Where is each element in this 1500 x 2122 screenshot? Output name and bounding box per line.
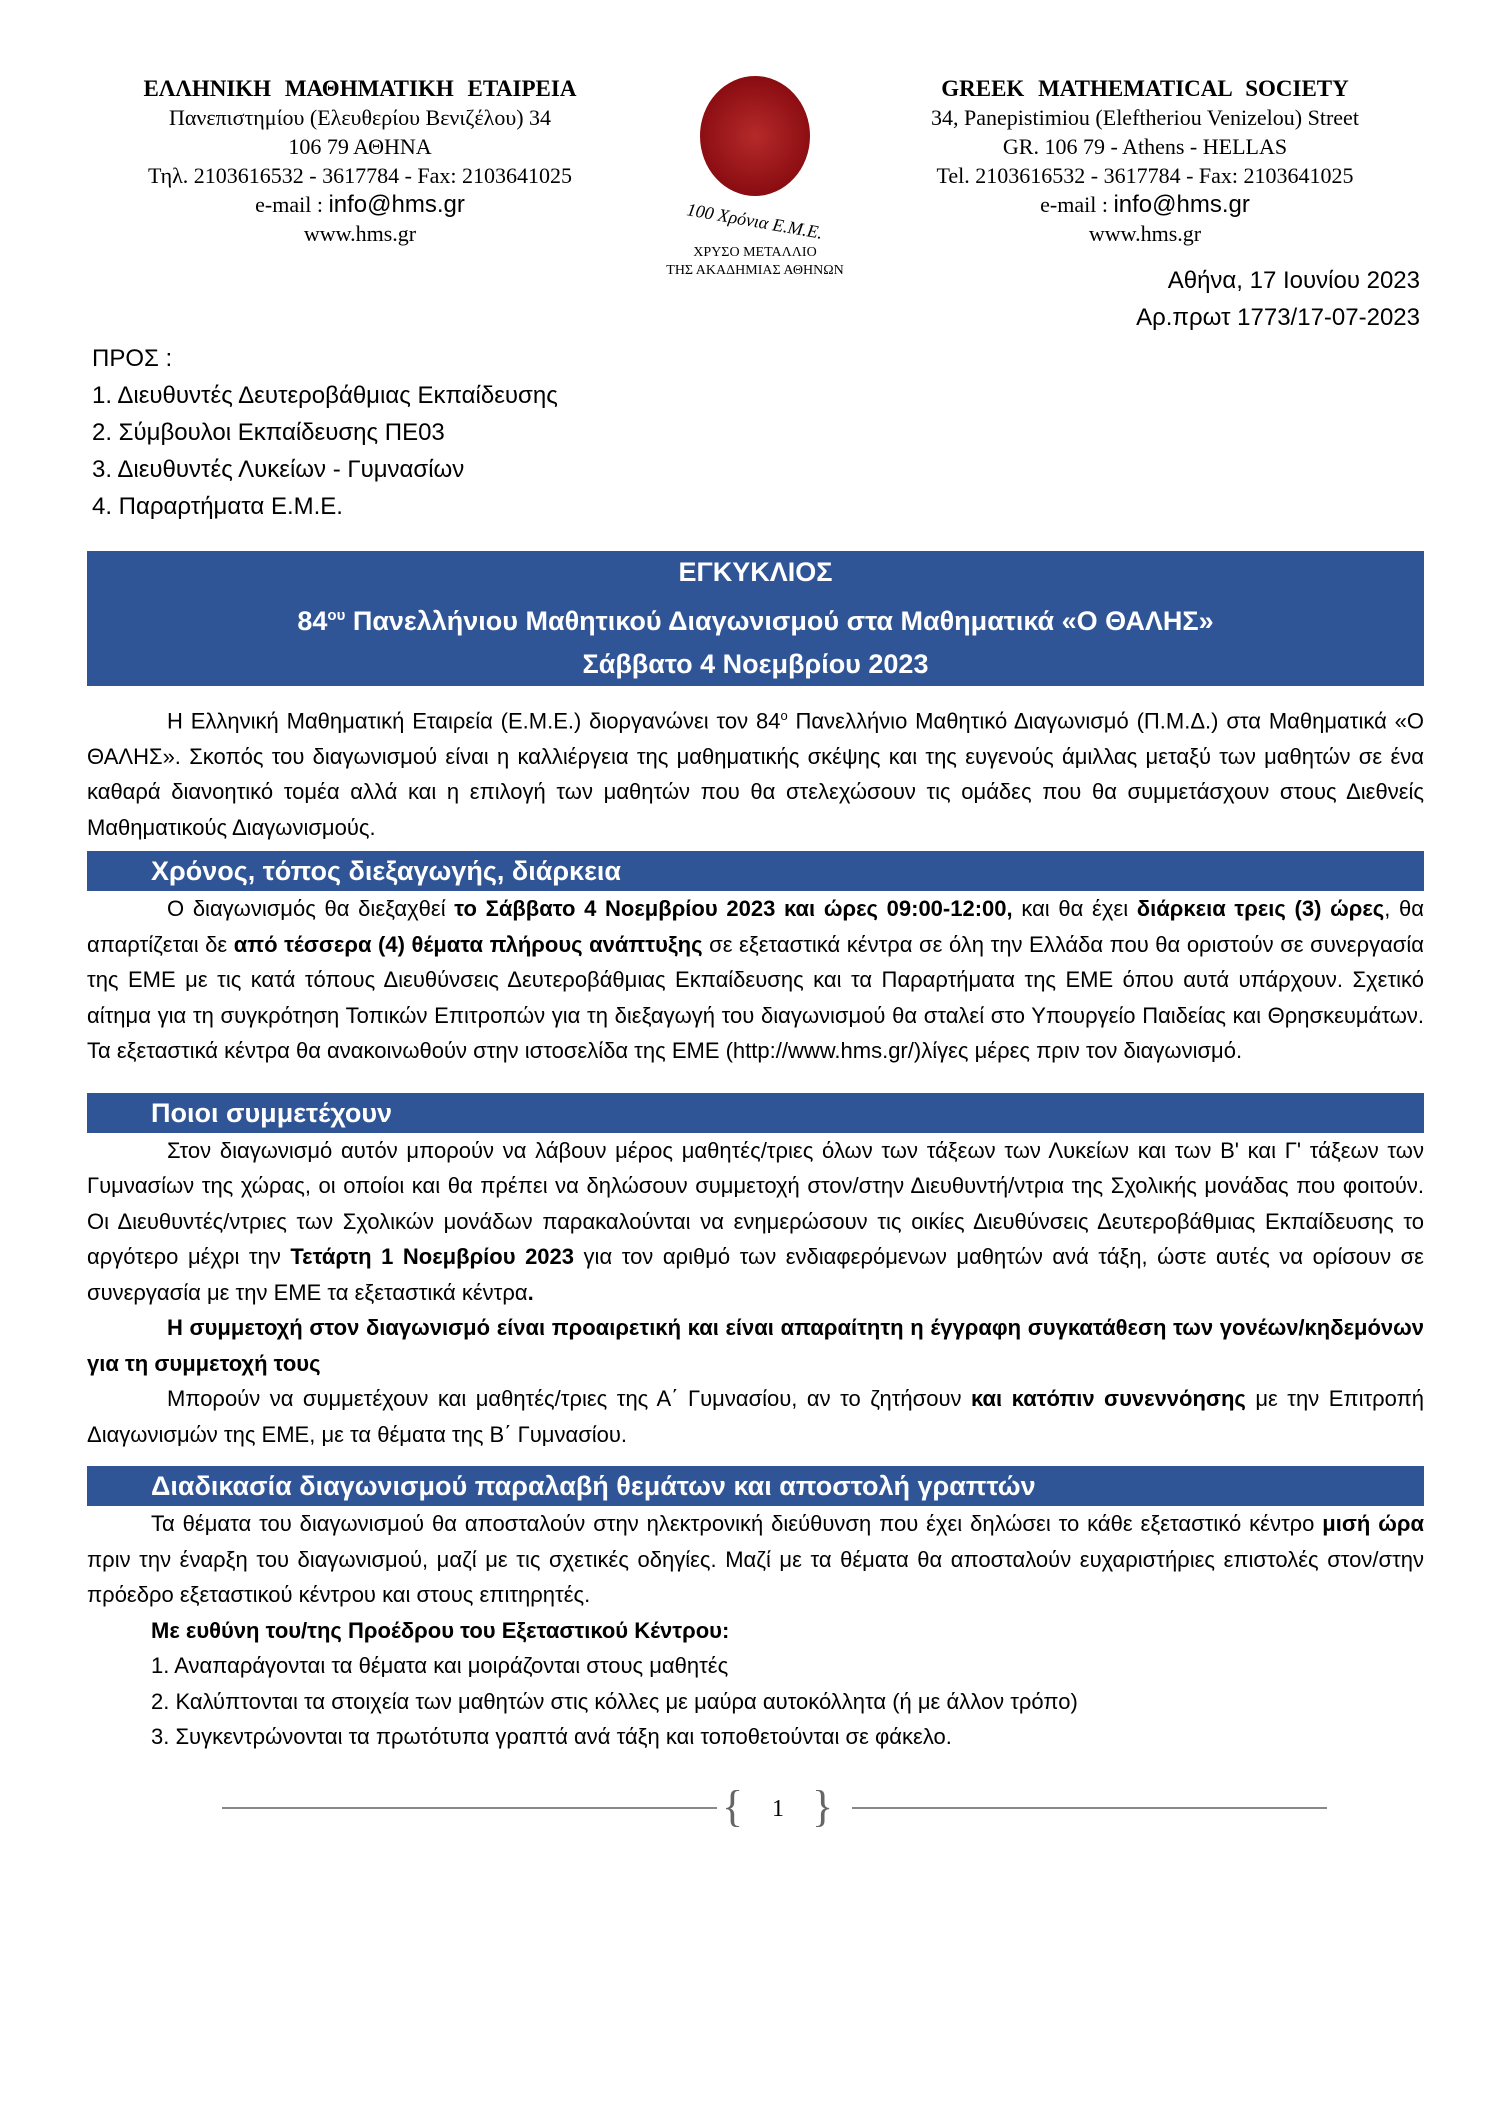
recipients-label: ΠΡΟΣ : [92,345,173,372]
recipient-item: 4. Παραρτήματα Ε.Μ.Ε. [92,493,343,520]
competition-date: Σάββατο 4 Νοεμβρίου 2023 [582,649,929,679]
logo-arc-text: 100 Χρόνια Ε.Μ.Ε. [685,199,825,243]
banner-title: ΕΓΚΥΚΛΙΟΣ [678,557,833,587]
address-greek: Πανεπιστημίου (Ελευθερίου Βενιζέλου) 34 [168,105,552,130]
date-block [1136,262,1420,336]
protocol-number: Αρ.πρωτ 1773/17-07-2023 [1136,304,1420,331]
procedure-step: 2. Καλύπτονται τα στοιχεία των μαθητών στις κόλλες με μαύρα αυτοκόλλητα (ή με άλλον τρόπο) [151,1688,1078,1714]
document-flow [87,551,1424,1853]
city-greek: 106 79 ΑΘΗΝΑ [288,134,432,159]
procedure-step: 3. Συγκεντρώνονται τα πρωτότυπα γραπτά ανά τάξη και τοποθετούνται σε φάκελο. [151,1724,952,1750]
medal-text-2: ΤΗΣ ΑΚΑΔΗΜΙΑΣ ΑΘΗΝΩΝ [666,263,844,278]
section-heading-procedure: Διαδικασία διαγωνισμού παραλαβή θεμάτων και αποστολή γραπτών [87,1466,1424,1506]
participants-paragraph: Στον διαγωνισμό αυτόν μπορούν να λάβουν μέρος μαθητές/τριες όλων των τάξεων των Λυκείων και των Β' και Γ' τάξεων των Γυμνασίων της χώρας, οι οποίοι και θα πρέπει να δηλώσουν συμμετοχή στον/στην Διευθυντή/ντρια της Σχολικής μονάδας που φοιτούν. Οι Διευθυντές/ντριες των Σχολικών μονάδων παρακαλούνται να ενημερώσουν τις οικίες Διευθύνσεις Δευτεροβάθμιας Εκπαίδευσης το αργότερο μέχρι την Τετάρτη 1 Νοεμβρίου 2023 για τον αριθμό των ενδιαφερόμενων μαθητών ανά τάξη, ώστε αυτές να ορίσουν σε συνεργασία με την ΕΜΕ τα εξεταστικά κέντρα. [87,1137,1424,1305]
document-body [87,551,1424,1755]
footer-rule [222,1807,717,1809]
org-name-greek: ΕΛΛΗΝΙΚΗ ΜΑΘΗΜΑΤΙΚΗ ΕΤΑΙΡΕΙΑ [143,76,577,101]
edition-suffix: ου [327,607,346,624]
society-logo [640,76,870,280]
competition-name: Πανελλήνιου Μαθητικού Διαγωνισμού στα Μαθηματικά «Ο ΘΑΛΗΣ» [345,606,1214,636]
title-banner [87,551,1424,686]
email-label: e-mail : [1040,192,1114,217]
first-grade-paragraph: Μπορούν να συμμετέχουν και μαθητές/τριες της Α΄ Γυμνασίου, αν το ζητήσουν και κατόπιν συνεννόησης με την Επιτροπή Διαγωνισμών της ΕΜΕ, με τα θέματα της Β΄ Γυμνασίου. [87,1386,1425,1447]
recipients [92,340,558,525]
recipient-item: 1. Διευθυντές Δευτεροβάθμιας Εκπαίδευσης [92,382,558,409]
medal-text-1: ΧΡΥΣΟ ΜΕΤΑΛΛΙΟ [693,245,817,260]
header-english [880,74,1410,248]
phone-english: Tel. 2103616532 - 3617784 - Fax: 2103641025 [936,163,1354,188]
document-date: Αθήνα, 17 Ιουνίου 2023 [1167,267,1420,294]
recipient-item: 2. Σύμβουλοι Εκπαίδευσης ΠΕ03 [92,419,445,446]
right-bracket-icon: } [812,1781,834,1831]
website-link[interactable]: www.hms.gr [1088,221,1202,246]
procedure-step: 1. Αναπαράγονται τα θέματα και μοιράζονται στους μαθητές [151,1653,729,1679]
edition-number: 84 [297,606,328,636]
email-link[interactable]: info@hms.gr [1113,191,1250,218]
website-link[interactable]: www.hms.gr [303,221,417,246]
city-english: GR. 106 79 - Athens - HELLAS [1002,134,1288,159]
section-heading-participants: Ποιοι συμμετέχουν [87,1093,1424,1133]
left-bracket-icon: { [722,1781,744,1831]
page-footer [222,1781,1327,1833]
responsibility-heading: Με ευθύνη του/της Προέδρου του Εξεταστικού Κέντρου: [151,1617,730,1643]
email-link[interactable]: info@hms.gr [328,191,465,218]
recipient-item: 3. Διευθυντές Λυκείων - Γυμνασίων [92,456,465,483]
section-heading-time-place: Χρόνος, τόπος διεξαγωγής, διάρκεια [87,851,1424,891]
seal-icon [700,76,810,196]
org-name-english: GREEK MATHEMATICAL SOCIETY [941,76,1349,101]
intro-paragraph: Η Ελληνική Μαθηματική Εταιρεία (Ε.Μ.Ε.) διοργανώνει τον $84^o$ Πανελλήνιο Μαθητικό Διαγωνισμό (Π.Μ.Δ.) στα Μαθηματικά «Ο ΘΑΛΗΣ». Σκοπός του διαγωνισμού είναι η καλλιέργεια της μαθηματικής σκέψης και της ευγενούς άμιλλας μεταξύ των μαθητών σε ένα καθαρά διανοητικό τομέα αλλά και η επιλογή των μαθητών που θα στελεχώσουν τις ομάδες που θα συμμετάσχουν στους Διεθνείς Μαθηματικούς Διαγωνισμούς. [87,708,1424,840]
consent-paragraph: Η συμμετοχή στον διαγωνισμό είναι προαιρετική και είναι απαραίτητη η έγγραφη συγκατάθεση των γονέων/κηδεμόνων για τη συμμετοχή τους [87,1315,1424,1376]
page-number: 1 [772,1795,784,1822]
footer-rule [852,1807,1327,1809]
procedure-paragraph: Τα θέματα του διαγωνισμού θα αποσταλούν στην ηλεκτρονική διεύθυνση που έχει δηλώσει το κάθε εξεταστικό κέντρο μισή ώρα πριν την έναρξη του διαγωνισμού, μαζί με τις σχετικές οδηγίες. Μαζί με τα θέματα θα αποσταλούν ευχαριστήριες επιστολές στον/στην πρόεδρο εξεταστικού κέντρου και στους επιτηρητές. [87,1511,1424,1608]
address-english: 34, Panepistimiou (Eleftheriou Venizelou) Street [931,105,1359,130]
phone-greek: Τηλ. 2103616532 - 3617784 - Fax: 2103641025 [147,163,573,188]
email-label: e-mail : [255,192,329,217]
header-greek [100,74,620,248]
time-place-paragraph: Ο διαγωνισμός θα διεξαχθεί το Σάββατο 4 Νοεμβρίου 2023 και ώρες 09:00-12:00, και θα έχει διάρκεια τρεις (3) ώρες, θα απαρτίζεται δε από τέσσερα (4) θέματα πλήρους ανάπτυξης σε εξεταστικά κέντρα σε όλη την Ελλάδα που θα οριστούν σε συνεργασία της ΕΜΕ με τις κατά τόπους Διευθύνσεις Δευτεροβάθμιας Εκπαίδευσης και τα Παραρτήματα της ΕΜΕ όπου αυτά υπάρχουν. Σχετικό αίτημα για τη συγκρότηση Τοπικών Επιτροπών για τη διεξαγωγή του διαγωνισμού θα σταλεί στο Υπουργείο Παιδείας και Θρησκευμάτων. Τα εξεταστικά κέντρα θα ανακοινωθούν στην ιστοσελίδα της ΕΜΕ (http://www.hms.gr/)λίγες μέρες πριν τον διαγωνισμό. [87,896,1425,1064]
